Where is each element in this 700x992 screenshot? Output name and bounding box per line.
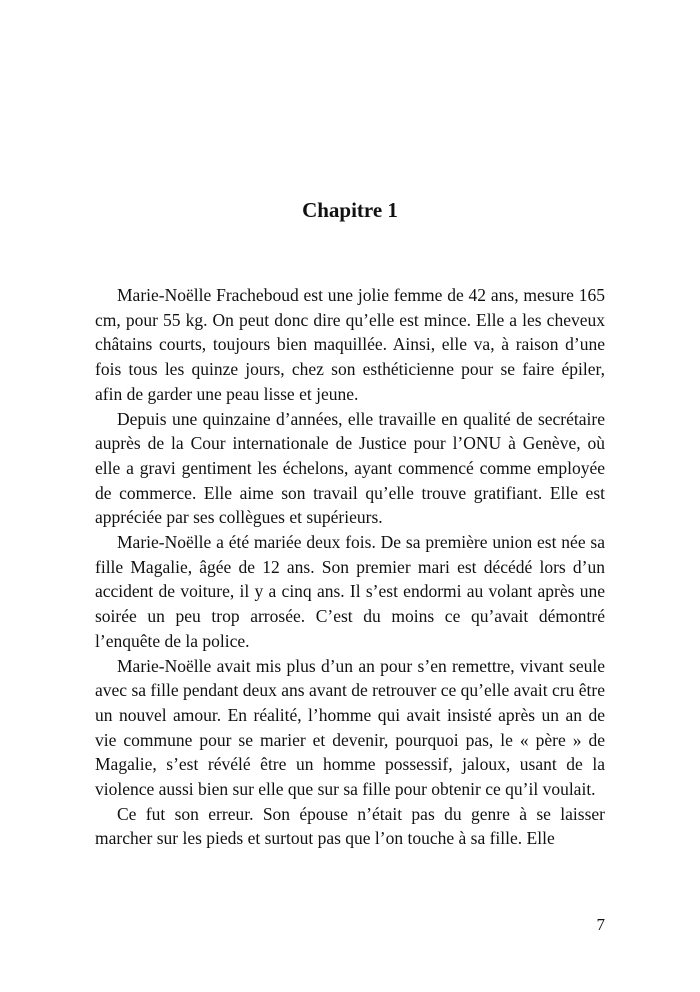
paragraph: Marie-Noëlle a été mariée deux fois. De sa première union est née sa fille Magalie, âgée de 12 ans. Son premier mari est décédé lors d’un accident de voiture, il y a cinq ans. Il s’est endormi au volant après une soirée un peu trop arrosée. C’est du moins ce qu’avait démontré l’enquête de la police. xyxy=(95,532,605,651)
chapter-title: Chapitre 1 xyxy=(302,198,398,222)
paragraph: Ce fut son erreur. Son épouse n’était pas du genre à se laisser marcher sur les pieds et surtout pas que l’on touche à sa fille. Elle xyxy=(95,803,605,849)
chapter-body xyxy=(95,283,605,851)
paragraph: Marie-Noëlle avait mis plus d’un an pour s’en remettre, vivant seule avec sa fille pendant deux ans avant de retrouver ce qu’elle avait cru être un nouvel amour. En réalité, l’homme qui avait insisté après un an de vie commune pour se marier et devenir, pourquoi pas, le « père » de Magalie, s’est révélé être un homme possessif, jaloux, usant de la violence aussi bien sur elle que sur sa fille pour obtenir ce qu’il voulait. xyxy=(95,655,605,800)
paragraph: Depuis une quinzaine d’années, elle travaille en qualité de secrétaire auprès de la Cour internationale de Justice pour l’ONU à Genève, où elle a gravi gentiment les échelons, ayant commencé comme employée de commerce. Elle aime son travail qu’elle trouve gratifiant. Elle est appréciée par ses collègues et supérieurs. xyxy=(95,408,605,528)
paragraph: Marie-Noëlle Fracheboud est une jolie femme de 42 ans, mesure 165 cm, pour 55 kg. On peut donc dire qu’elle est mince. Elle a les cheveux châtains courts, toujours bien maquillée. Ainsi, elle va, à raison d’une fois tous les quinze jours, chez son esthéticienne pour se faire épiler, afin de garder une peau lisse et jeune. xyxy=(95,285,605,404)
page-number: 7 xyxy=(596,915,605,934)
